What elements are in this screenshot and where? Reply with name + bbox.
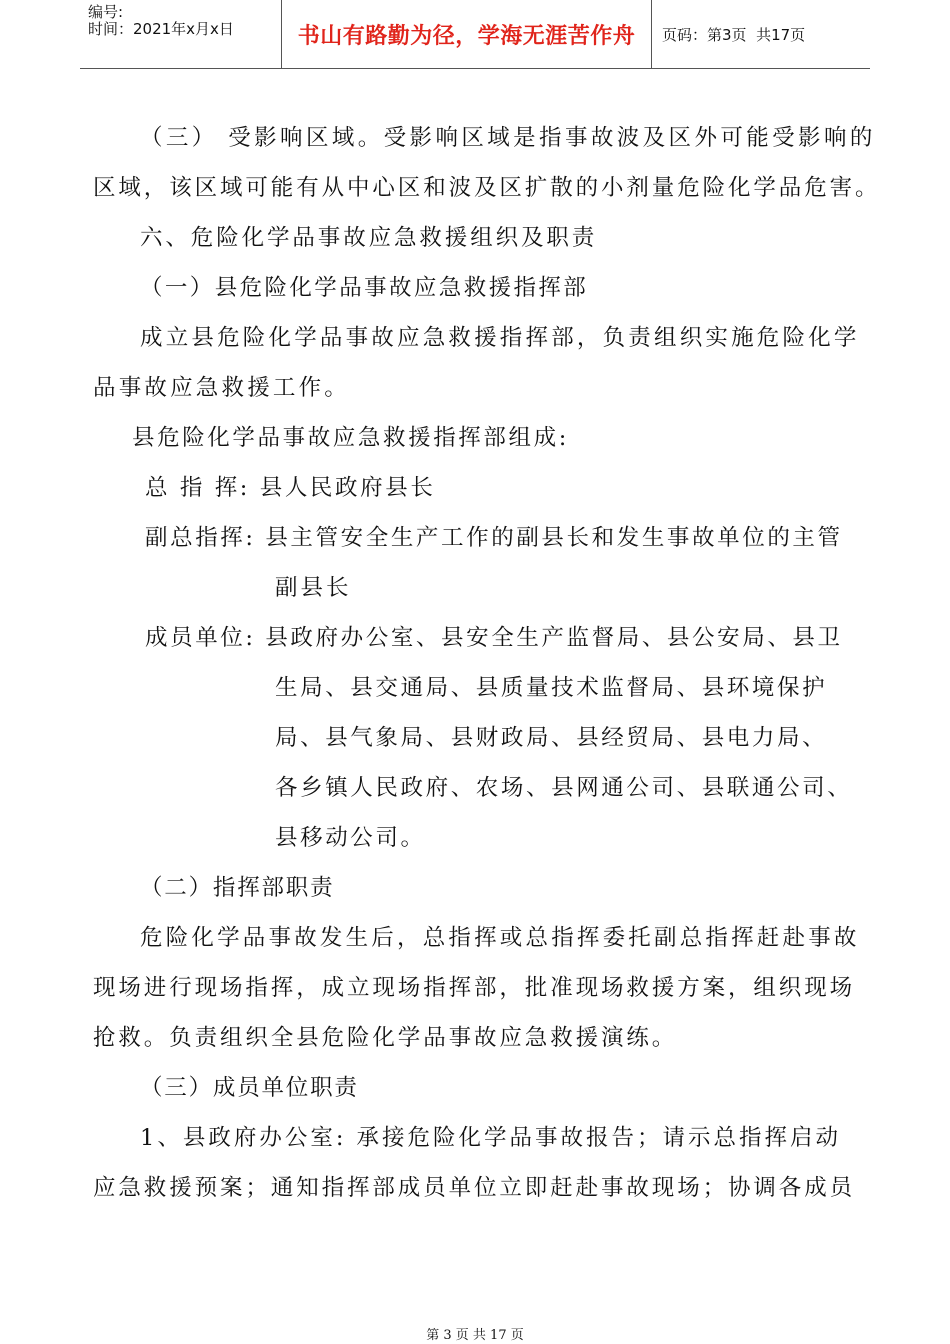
text-line-22: 应急救援预案；通知指挥部成员单位立即赶赴事故现场；协调各成员 — [93, 1175, 856, 1201]
page-counter: 页码：第3页 共17页 — [662, 25, 806, 44]
members-line-5: 县移动公司。 — [275, 825, 426, 851]
text-line-5: 成立县危险化学品事故应急救援指挥部，负责组织实施危险化学 — [140, 325, 860, 351]
text-line-17: 危险化学品事故发生后，总指挥或总指挥委托副总指挥赶赴事故 — [140, 925, 860, 951]
page-header — [80, 0, 870, 69]
header-page-info — [652, 0, 870, 68]
text-line-2: 区域，该区域可能有从中心区和波及区扩散的小剂量危险化学品危害。 — [93, 175, 881, 201]
members-line-1: 成员单位: 县政府办公室、县安全生产监督局、县公安局、县卫 — [145, 625, 843, 651]
text-line-21: 1、县政府办公室: 承接危险化学品事故报告；请示总指挥启动 — [140, 1125, 842, 1151]
subheading-2: （二）指挥部职责 — [140, 875, 335, 901]
deputy-commander-line-2: 副县长 — [275, 575, 352, 601]
members-line-2: 生局、县交通局、县质量技术监督局、县环境保护 — [275, 675, 828, 701]
commander-line: 总 指 挥: 县人民政府县长 — [145, 475, 436, 501]
subheading-3: （三）成员单位职责 — [140, 1075, 359, 1101]
page-footer: 第 3 页 共 17 页 — [426, 1328, 524, 1343]
subheading-1: （一）县危险化学品事故应急救援指挥部 — [140, 275, 589, 301]
text-line-1: （三） 受影响区域。受影响区域是指事故波及区外可能受影响的 — [140, 125, 876, 151]
header-motto: 书山有路勤为径，学海无涯苦作舟 — [282, 0, 652, 68]
header-meta — [80, 0, 282, 68]
text-line-19: 抢救。负责组织全县危险化学品事故应急救援演练。 — [93, 1025, 678, 1051]
members-line-4: 各乡镇人民政府、农场、县网通公司、县联通公司、 — [275, 775, 853, 801]
text-line-7: 县危险化学品事故应急救援指挥部组成: — [132, 425, 569, 451]
text-line-18: 现场进行现场指挥，成立现场指挥部，批准现场救援方案，组织现场 — [93, 975, 856, 1001]
section-heading-6: 六、危险化学品事故应急救援组织及职责 — [140, 225, 598, 251]
members-line-3: 局、县气象局、县财政局、县经贸局、县电力局、 — [275, 725, 828, 751]
serial-number-label: 编号: — [88, 3, 124, 21]
date-label: 时间：2021年x月x日 — [88, 20, 234, 38]
text-line-6: 品事故应急救援工作。 — [93, 375, 351, 401]
deputy-commander-line: 副总指挥: 县主管安全生产工作的副县长和发生事故单位的主管 — [145, 525, 843, 551]
